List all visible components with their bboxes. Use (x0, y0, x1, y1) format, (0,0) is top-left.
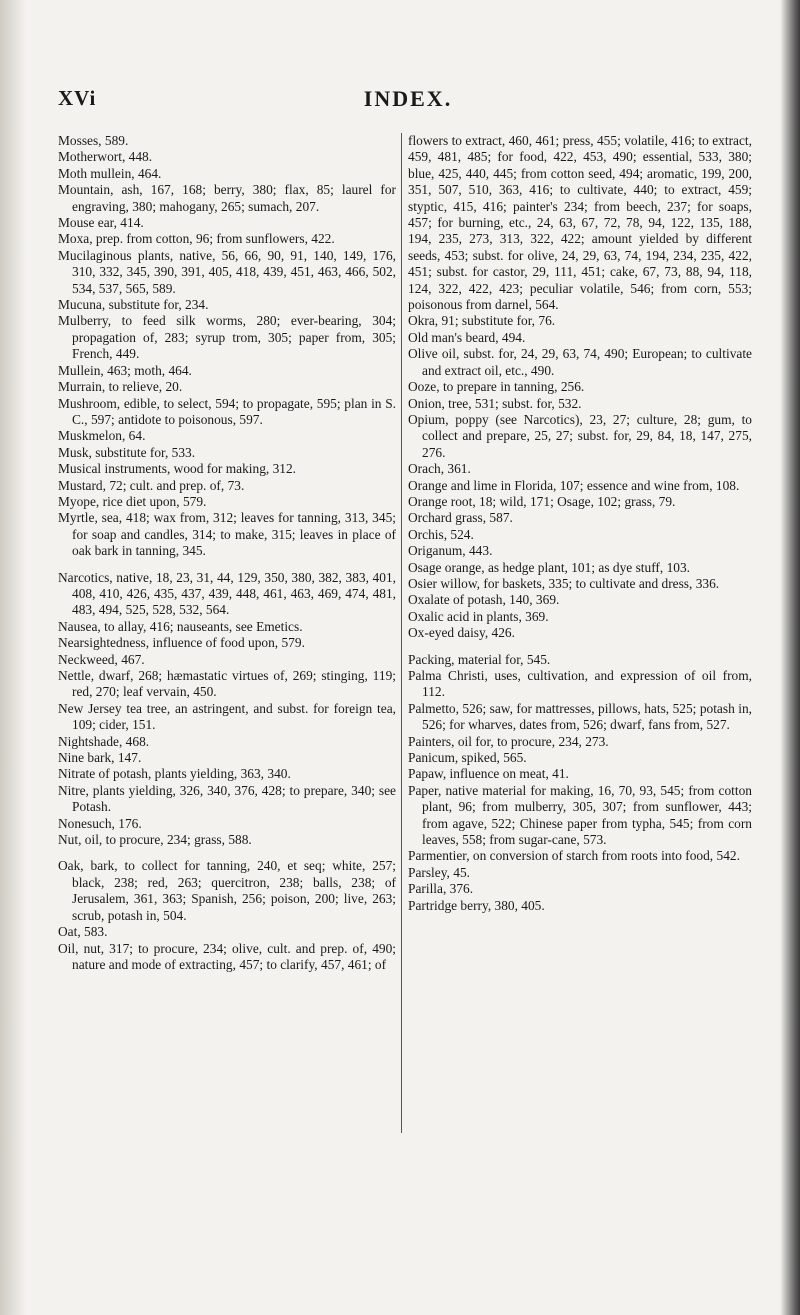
index-entry: Paper, native material for making, 16, 70, 93, 545; from cotton plant, 96; from mulberry, 305, 307; from sunflower, 443; from agave, 522; Chinese paper from typha, 545; from corn leaves, 558; from sugar-cane, 573. (408, 782, 752, 848)
index-entry: Oat, 583. (58, 924, 108, 940)
index-entry: Musk, substitute for, 533. (58, 444, 196, 460)
index-entry: Palma Christi, uses, cultivation, and expression of oil from, 112. (408, 668, 752, 700)
index-entry: Orchis, 524. (408, 526, 474, 542)
index-entry: Nine bark, 147. (58, 750, 142, 766)
index-entry: Mosses, 589. (58, 133, 129, 148)
index-entry: Mountain, ash, 167, 168; berry, 380; flax, 85; laurel for engraving, 380; mahogany, 265; sumach, 207. (58, 182, 396, 214)
index-entry: Moth mullein, 464. (58, 165, 162, 181)
index-entry: New Jersey tea tree, an astringent, and subst. for foreign tea, 109; cider, 151. (58, 700, 396, 733)
index-entry: Parsley, 45. (408, 864, 470, 880)
index-entry: Oxalic acid in plants, 369. (408, 608, 549, 624)
index-entry: Partridge berry, 380, 405. (408, 897, 545, 913)
index-entry: Nightshade, 468. (58, 733, 150, 749)
index-entry: Mucuna, substitute for, 234. (58, 297, 209, 313)
scan-edge-left (0, 0, 26, 1315)
index-entry: Osier willow, for baskets, 335; to cultivate and dress, 336. (408, 575, 720, 591)
left-column (58, 133, 396, 973)
index-entry: Motherwort, 448. (58, 149, 153, 165)
page-title: INDEX. (363, 86, 453, 111)
index-entry: Opium, poppy (see Narcotics), 23, 27; culture, 28; gum, to collect and prepare, 25, 27; subst. for, 29, 84, 18, 147, 275, 276. (408, 411, 752, 460)
index-entry: Okra, 91; substitute for, 76. (408, 313, 556, 329)
index-columns (58, 133, 766, 1303)
index-entry: Papaw, influence on meat, 41. (408, 766, 569, 782)
index-entry: Nitrate of potash, plants yielding, 363, 340. (58, 766, 291, 782)
index-entry: Mustard, 72; cult. and prep. of, 73. (58, 477, 245, 493)
index-entry: Oxalate of potash, 140, 369. (408, 592, 560, 608)
index-entry: Orchard grass, 587. (408, 510, 513, 526)
index-entry: Orange root, 18; wild, 171; Osage, 102; grass, 79. (408, 493, 676, 509)
index-entry: Olive oil, subst. for, 24, 29, 63, 74, 490; European; to cultivate and extract oil, etc., 490. (408, 346, 752, 378)
index-entry: Ooze, to prepare in tanning, 256. (408, 379, 585, 395)
index-entry: Mulberry, to feed silk worms, 280; ever-bearing, 304; propagation of, 283; syrup trom, 305; paper from, 305; French, 449. (58, 313, 396, 362)
page-number: XVi (58, 86, 97, 110)
index-entry: Nearsightedness, influence of food upon, 579. (58, 635, 305, 651)
index-entry: Muskmelon, 64. (58, 428, 146, 444)
index-entry: Narcotics, native, 18, 23, 31, 44, 129, 350, 380, 382, 383, 401, 408, 410, 426, 435, 437, 439, 448, 461, 463, 469, 474, 481, 483, 494, 525, 528, 532, 564. (58, 569, 396, 618)
index-entry: Painters, oil for, to procure, 234, 273. (408, 733, 609, 749)
index-entry: Packing, material for, 545. (408, 651, 551, 667)
index-entry: Mushroom, edible, to select, 594; to propagate, 595; plan in S. C., 597; antidote to poisonous, 597. (58, 395, 396, 427)
index-entry: flowers to extract, 460, 461; press, 455; volatile, 416; to extract, 459, 481, 485; for food, 422, 453, 490; essential, 533, 380; blue, 425, 440, 445; from cotton seed, 494; aromatic, 199, 200, 351, 507, 510, 363, 416; to cultivate, 440; to extract, 459; styptic, 415, 416; painter's 234; from beech, 237; for soaps, 457; for burning, etc., 24, 63, 67, 72, 78, 94, 122, 135, 188, 194, 235, 273, 313, 322, 422; amount yielded by different seeds, 453; subst. for olive, 24, 29, 63, 74, 194, 234, 235, 422, 451; subst. for castor, 29, 111, 451; cake, 67, 73, 88, 94, 118, 124, 322, 422, 423; peculiar volatile, 546; from corn, 553; poisonous from darnel, 564. (408, 133, 752, 313)
index-entry: Nut, oil, to procure, 234; grass, 588. (58, 832, 252, 848)
index-entry: Moxa, prep. from cotton, 96; from sunflowers, 422. (58, 231, 335, 247)
index-entry: Mouse ear, 414. (58, 215, 144, 231)
index-entry: Parmentier, on conversion of starch from roots into food, 542. (408, 848, 740, 864)
column-divider (401, 133, 402, 1133)
page-header (58, 86, 758, 112)
index-entry: Nausea, to allay, 416; nauseants, see Emetics. (58, 618, 303, 634)
index-entry: Murrain, to relieve, 20. (58, 379, 183, 395)
index-entry: Mucilaginous plants, native, 56, 66, 90, 91, 140, 149, 176, 310, 332, 345, 390, 391, 405, 418, 439, 451, 463, 466, 502, 534, 537, 565, 589. (58, 247, 396, 296)
index-entry: Neckweed, 467. (58, 651, 145, 667)
index-entry: Myrtle, sea, 418; wax from, 312; leaves for tanning, 313, 345; for soap and candles, 314; to make, 315; leaves in place of oak bark in tanning, 345. (58, 510, 396, 559)
index-entry: Onion, tree, 531; subst. for, 532. (408, 395, 582, 411)
index-entry: Orange and lime in Florida, 107; essence and wine from, 108. (408, 477, 740, 493)
index-entry: Musical instruments, wood for making, 312. (58, 461, 297, 477)
index-entry: Myope, rice diet upon, 579. (58, 493, 207, 509)
scan-edge-right (780, 0, 800, 1315)
index-entry: Ox-eyed daisy, 426. (408, 625, 515, 641)
index-entry: Osage orange, as hedge plant, 101; as dye stuff, 103. (408, 559, 691, 575)
index-entry: Panicum, spiked, 565. (408, 750, 527, 766)
right-column (408, 133, 752, 914)
index-entry: Nettle, dwarf, 268; hæmastatic virtues of, 269; stinging, 119; red, 270; leaf vervain, 450. (58, 668, 396, 700)
index-entry: Origanum, 443. (408, 543, 493, 559)
index-entry: Orach, 361. (408, 461, 471, 477)
index-entry: Nitre, plants yielding, 326, 340, 376, 428; to prepare, 340; see Potash. (58, 782, 396, 815)
index-entry: Oil, nut, 317; to procure, 234; olive, cult. and prep. of, 490; nature and mode of extracting, 457; to clarify, 457, 461; of (58, 940, 396, 972)
index-entry: Old man's beard, 494. (408, 329, 526, 345)
index-entry: Nonesuch, 176. (58, 815, 142, 831)
index-entry: Palmetto, 526; saw, for mattresses, pillows, hats, 525; potash in, 526; for wharves, dates from, 526; dwarf, fans from, 527. (408, 700, 752, 733)
index-entry: Parilla, 376. (408, 881, 474, 897)
index-entry: Mullein, 463; moth, 464. (58, 362, 192, 378)
index-entry: Oak, bark, to collect for tanning, 240, et seq; white, 257; black, 238; red, 263; quercitron, 238; balls, 238; of Jerusalem, 361, 363; Spanish, 256; poison, 200; live, 263; scrub, potash in, 504. (58, 858, 396, 923)
